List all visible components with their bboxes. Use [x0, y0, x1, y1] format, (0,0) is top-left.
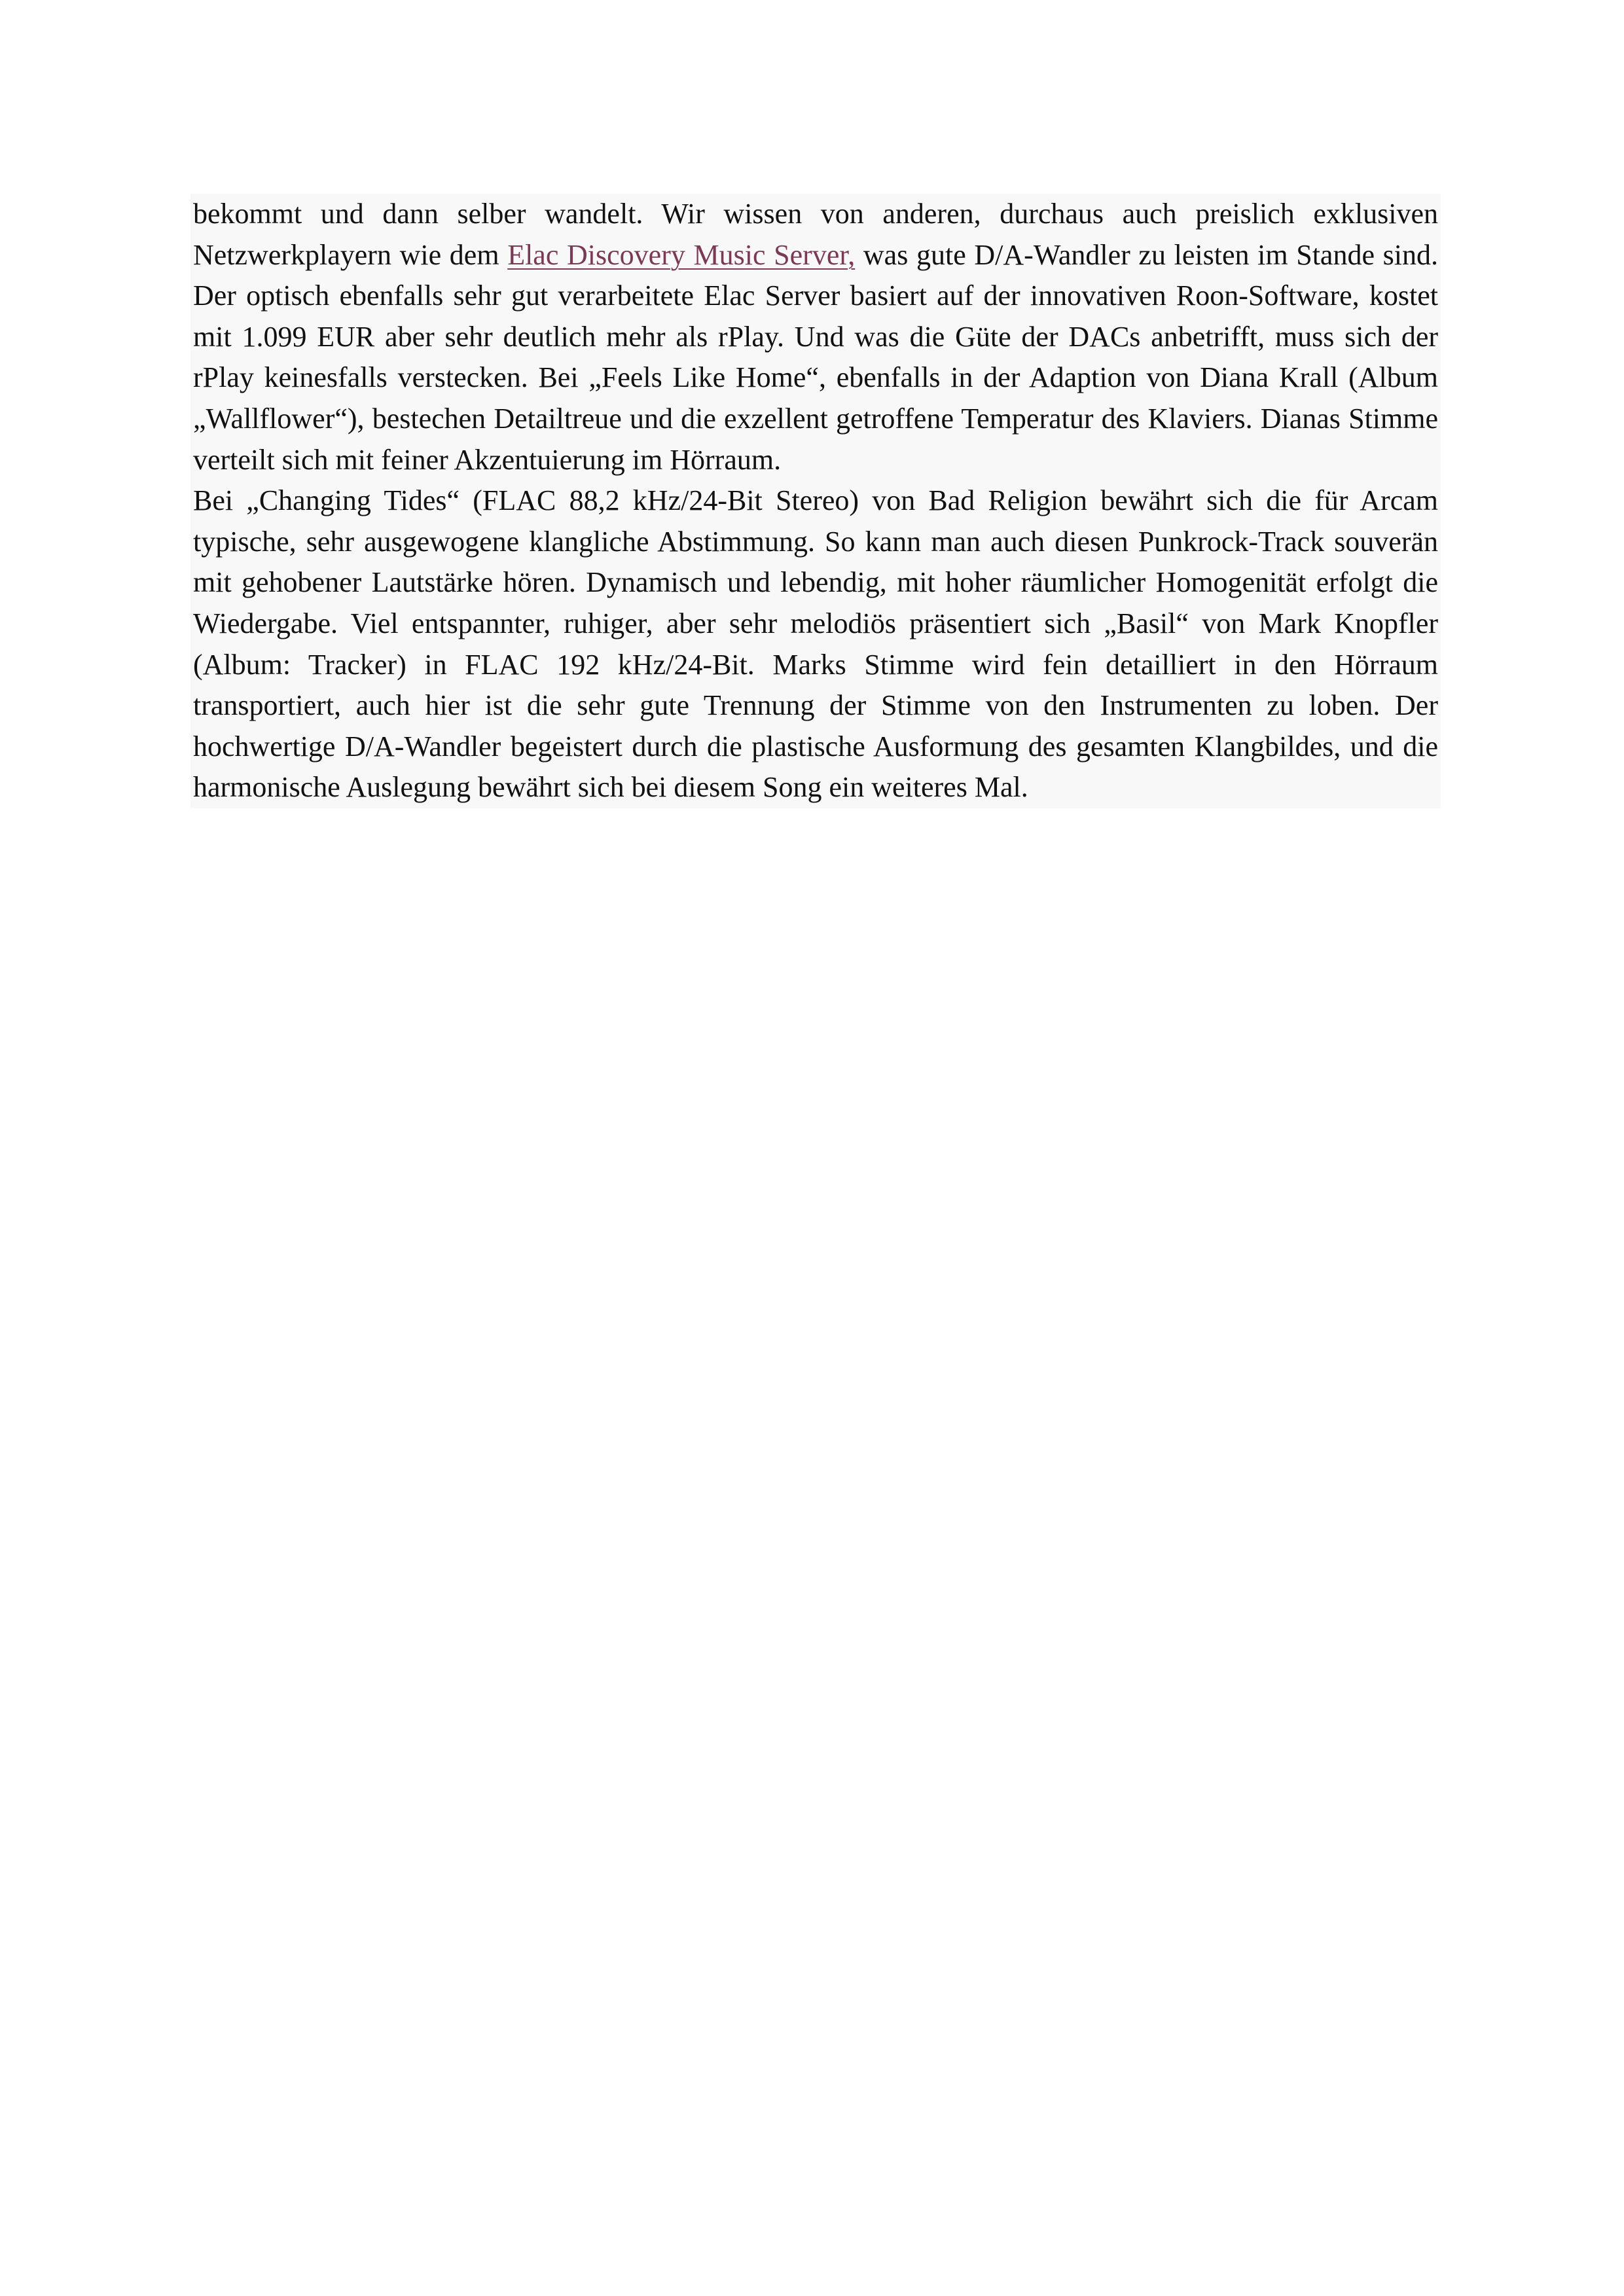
paragraph-text-after-link: was gute D/A-Wandler zu leisten im Stande sind. Der optisch ebenfalls sehr gut verarbeitete Elac Server basiert auf der innovativen Roon-Software, kostet mit 1.099 EUR aber sehr deutlich mehr als rPlay. Und was die Güte der DACs anbetrifft, muss sich der rPlay keinesfalls verstecken. Bei „Feels Like Home“, ebenfalls in der Adaption von Diana Krall (Album „Wallflower“), bestechen Detailtreue und die exzellent getroffene Temperatur des Klaviers. Dianas Stimme verteilt sich mit feiner Akzentuierung im Hörraum. [193, 238, 1438, 476]
elac-discovery-music-server-link[interactable]: Elac Discovery Music Server, [507, 238, 856, 271]
paragraph-text-before-link: bekommt und dann selber wandelt. Wir wissen von anderen, durchaus auch preislich exklusiven Netzwerkplayern wie dem [193, 198, 1438, 271]
article-text-block [190, 194, 1441, 808]
paragraph-changing-tides: Bei „Changing Tides“ (FLAC 88,2 kHz/24-Bit Stereo) von Bad Religion bewährt sich die für Arcam typische, sehr ausgewogene klangliche Abstimmung. So kann man auch diesen Punkrock-Track souverän mit gehobener Lautstärke hören. Dynamisch und lebendig, mit hoher räumlicher Homogenität erfolgt die Wiedergabe. Viel entspannter, ruhiger, aber sehr melodiös präsentiert sich „Basil“ von Mark Knopfler (Album: Tracker) in FLAC 192 kHz/24-Bit. Marks Stimme wird fein detailliert in den Hörraum transportiert, auch hier ist die sehr gute Trennung der Stimme von den Instrumenten zu loben. Der hochwertige D/A-Wandler begeistert durch die plastische Ausformung des gesamten Klangbildes, und die harmonische Auslegung bewährt sich bei diesem Song ein weiteres Mal. [193, 484, 1438, 804]
paragraph-elac-comparison [193, 194, 1438, 480]
